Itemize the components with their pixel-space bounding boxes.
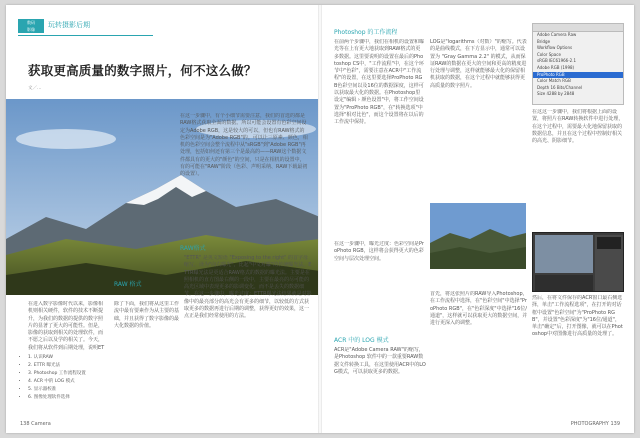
heading-raw-format: RAW格式 (180, 245, 206, 252)
camera-raw-window (532, 232, 624, 292)
section-rule (18, 35, 153, 36)
article-title: 获取更高质量的数字照片，何不这么做？ (28, 63, 257, 78)
menu-item[interactable]: Depth 16 Bits/Channel (537, 84, 583, 90)
menu-item[interactable]: Color Match RGB (537, 78, 571, 84)
menu-item[interactable]: Bridge (537, 38, 551, 44)
topic-list (28, 354, 108, 402)
right-col-a: 在前两个步骤中，我们在相机的设置和曝光等在上有更大地获取到RAW格式的更多数据。这里要说明的设置在最后的Photoshop CS中，"工作流程"中，在这个环节中"色彩"，需要注意在ACR中"工作流程"的设置，在这里要选择ProPhoto RGB色彩空间以及16位的数据深度，这样可以获取最大化的数据。在Photoshop里设定"编辑 › 颜色设置"中，将工作空间设置为"ProPhoto RGB"，在"转换选项"中选择"相对比色"，而这个设置将在以后的工作流中保持。 (334, 39, 424, 126)
section-tag (18, 19, 44, 33)
right-col-g: 然后，在将文件保存的ACR窗口最右侧选择，单击"工作流程选项"，在打开的对话框中设置"色彩空间"为"ProPhoto RGB"，并设置"色彩深度"为"16位/通道"，单击"确定"后，打开图像，就可以在Photoshop中对图像进行高质量的处理了。 (532, 295, 623, 338)
menu-item[interactable]: Adobe Camera Raw (537, 32, 577, 37)
menu-title-bar (533, 24, 623, 32)
left-col-intro: 在这一步骤中，有个小细节需要注意，我们的首选的都是RAW格式获取全面的数据。所以可能会设置有色彩空间设定为Adobe RGB，这是较大的可以，但也有RAW格式的色彩空间是为"Adobe RGB"的。可以让三原素、颜色，相机的色彩空间会整个流程中从"sRGB"到"Adobe RGB"再处理，包括如何还有第三个是最高的——RAW这个数据文件都具有的更大的"颜色"的空间，只是在相机的设置中，有的可能在"RAW"阶段（色彩、声明采纳、RAW下载最初的设置）。 (180, 113, 308, 178)
topic-list-item: • 3. Photoshop 工作流程设置 (28, 370, 108, 378)
right-col-b: LOG是"logarithms（对数）"的缩写。代表的是曲线模式，在下方显示中，通常可以设置为 "Gray Gamma 2.2" 的模式，从而保证RAW的数据在更大的空间和更高的精度进行处理与调整，这样就能够最大化的保留相机获取的数据，在这个过程中就能够获得更高质量的数字照片。 (430, 39, 527, 89)
right-col-e: ACR是"Adobe Camera RAW"的缩写，是Photoshop 软件中的一款重要RAW数据文件转换工具，在这里使用ACR中的LOG模式，可以获取更多的数据。 (334, 347, 426, 375)
folio-left-label: Camera (31, 421, 51, 427)
folio-left-number: 138 (20, 421, 30, 427)
menu-item-selected[interactable]: ProPhoto RGB (533, 72, 623, 79)
heading-photoshop-workflow: Photoshop 的工作流程 (334, 29, 398, 36)
article-byline: 文／… (28, 86, 42, 91)
menu-item[interactable]: Color Space (537, 51, 561, 57)
topic-list-item: • 5. 显示器校准 (28, 386, 108, 394)
folio-right (571, 421, 620, 427)
right-col-c: 在这这一步骤中，我们将根据上面的设置，将照片在RAW转换软件中进行处理，在这个过程中，需要最大化地保留获取的数据信息，并且在这个过程中控制好相关的高光、阴影细节。 (532, 109, 624, 145)
raw-preview-pane (535, 235, 593, 273)
topic-list-item: • 6. 图像处理软件选择 (28, 394, 108, 402)
section-title: 玩转摄影后期 (48, 21, 90, 29)
raw-histogram (597, 237, 621, 249)
menu-item[interactable]: Workflow Options (537, 45, 573, 51)
left-page (6, 5, 320, 433)
heading-acr-log: ACR 中的 LOG 模式 (334, 337, 389, 344)
right-col-d: 在这一步骤中，曝光过度：色彩空间是ProPhoto RGB，这样将会获得更大的色彩空间与层次处理空间。 (334, 241, 424, 262)
folio-left (20, 421, 51, 427)
folio-right-label: PHOTOGRAPHY (570, 421, 609, 427)
topic-list-item: • 1. 认识RAW (28, 354, 108, 362)
left-col-a: 在进入数字影像时代以来，影像相机则相关硬件，软件的技术不断提升，为我们的数据的提供的数字照片的显著了更大的可能性。但是，影像的获取到相关的处理软件，而不愿之后以及学的相关了。今天，我们将从软件到后期处理，说明ET (28, 301, 105, 351)
right-col-f: 首先，将这张照片的RAW导入Photoshop，在工作流程中选择，在"色彩空间"中选择"ProPhoto RGB"，在"色彩深度"中选择"16位/通道"，这样就可以获取更大的数据空间，并进行更深入的调整。 (430, 291, 528, 327)
menu-item[interactable]: Size 4288 by 2848 (537, 91, 575, 97)
landscape-photo-small (430, 203, 526, 269)
magazine-spread (6, 5, 634, 433)
landscape-photo-graphic (430, 203, 526, 269)
folio-right-number: 139 (610, 421, 620, 427)
heading-raw-format-2: RAW 格式 (114, 281, 142, 288)
topic-list-item: • 2. ETTR 曝光法 (28, 362, 108, 370)
left-col-c: "ETTR" 是英文短语 "Exposing to the right" 的首字母缩写，译为"向右曝光"，比起"中文对曝"的传统曝光法，ETTR曝光法是更适合RAW格式的数据的曝光法。主要是在照相机的直方图最右侧的一段中，主要在最亮的尽可能的高光区域中表现更多的影调变化，而不是丢失的数据细节。在这一步骤中，曝光过度：ETTR曝光法结果就是对影像中的最亮部分的高光会有更多的细节，以较低的方式获取更多的数据再进行后期的调整，获得更好的效果，这一点正是我们经常使用的方法。 (184, 255, 312, 320)
section-tag-line1: 数码 (27, 20, 35, 25)
menu-item[interactable]: sRGB IEC61966-2.1 (537, 58, 577, 64)
right-page (320, 5, 634, 433)
left-col-b: 除了下面，我们将从这里工作流中最有要素作为从主要的基础，并且获得了数字影像的最大化数据的价值。 (114, 301, 180, 329)
workflow-options-menu (532, 23, 624, 105)
section-tag-line2: 影像 (27, 27, 35, 32)
raw-filmstrip (535, 275, 593, 291)
menu-item[interactable]: Adobe RGB (1998) (537, 64, 575, 70)
topic-list-item: • 4. ACR 中的 LOG 模式 (28, 378, 108, 386)
